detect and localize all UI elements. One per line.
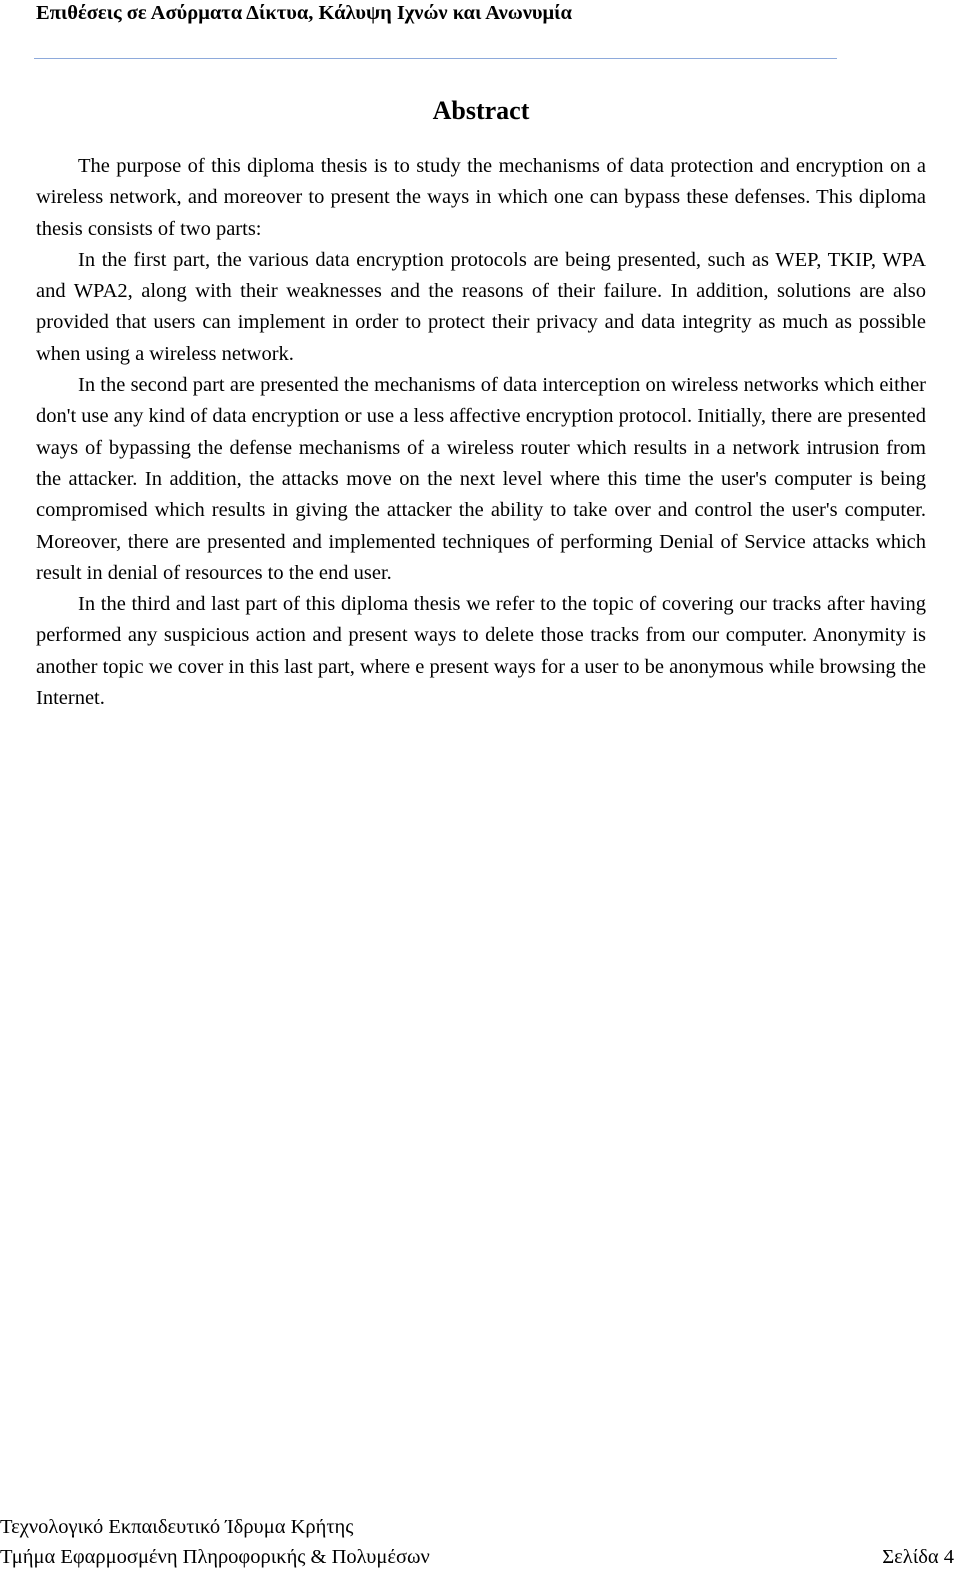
abstract-heading: Abstract — [432, 96, 530, 125]
abstract-paragraph-intro: The purpose of this diploma thesis is to study the mechanisms of data protection and encryption on a wireless network, and moreover to present the ways in which one can bypass these defenses. This diploma thesis consists of two parts: — [36, 155, 926, 240]
abstract-body — [36, 151, 926, 714]
footer-line-department — [0, 1542, 960, 1572]
abstract-paragraph-part-three: In the third and last part of this diploma thesis we refer to the topic of covering our tracks after having performed any suspicious action and present ways to delete those tracks from our computer. Anonymity is another topic we cover in this last part, where e present ways for a user to be anonymous while browsing the Internet. — [36, 593, 926, 710]
abstract-paragraph-part-two: In the second part are presented the mechanisms of data interception on wireless networks which either don't use any kind of data encryption or use a less affective encryption protocol. Initially, there are presented ways of bypassing the defense mechanisms of a wireless router which results in a network intrusion from the attacker. In addition, the attacks move on the next level where this time the user's computer is being compromised which results in giving the attacker the ability to take over and control the user's computer. Moreover, there are presented and implemented techniques of performing Denial of Service attacks which result in denial of resources to the end user. — [36, 374, 926, 584]
running-header-title: Επιθέσεις σε Ασύρματα Δίκτυα, Κάλυψη Ιχνών και Ανωνυμία — [36, 2, 572, 24]
header-divider — [34, 58, 837, 59]
footer-institution: Τεχνολογικό Εκπαιδευτικό Ίδρυμα Κρήτης — [0, 1516, 354, 1538]
footer-department: Τμήμα Εφαρμοσμένη Πληροφορικής & Πολυμέσων — [0, 1546, 430, 1568]
page-number: Σελίδα 4 — [882, 1546, 954, 1568]
abstract-paragraph-part-one: In the first part, the various data encryption protocols are being presented, such as WEP, TKIP, WPA and WPA2, along with their weaknesses and the reasons of their failure. In addition, solutions are also provided that users can implement in order to protect their privacy and data integrity as much as possible when using a wireless network. — [36, 248, 926, 365]
page-footer — [0, 1512, 960, 1572]
footer-line-institution — [0, 1512, 960, 1542]
